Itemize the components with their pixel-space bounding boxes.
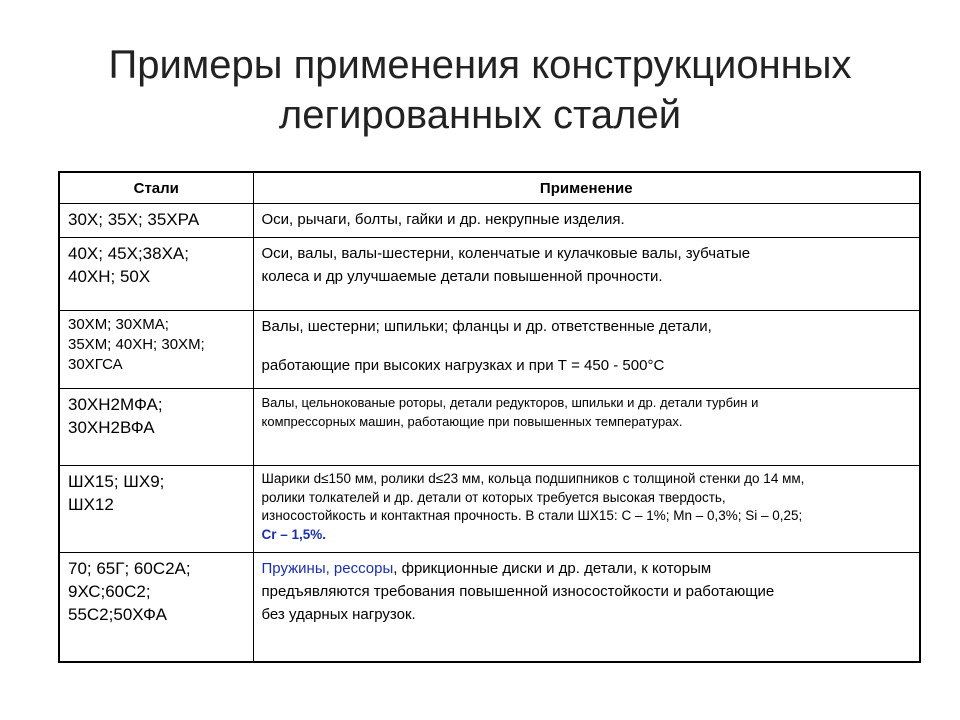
table-row xyxy=(59,204,920,238)
table-row xyxy=(59,552,920,662)
steel-grade: 70; 65Г; 60С2А; xyxy=(68,558,191,578)
header-steels: Стали xyxy=(59,172,253,204)
chromium-content-note: Cr – 1,5%. xyxy=(261,526,327,542)
table-row xyxy=(59,466,920,552)
title-line-2: легированных сталей xyxy=(278,93,682,137)
steel-grade: 30ХГСА xyxy=(68,355,123,373)
steel-grade: ШХ15; ШХ9; xyxy=(68,472,165,492)
application-text: Валы, цельнокованые роторы, детали редукторов, шпильки и др. детали турбин и xyxy=(261,394,759,410)
steel-grade: 9ХС;60С2; xyxy=(68,581,151,601)
steel-grade: 30ХМ; 30ХМА; xyxy=(68,315,169,333)
header-application: Применение xyxy=(253,172,920,204)
application-text: колеса и др улучшаемые детали повышенной прочности. xyxy=(261,268,663,286)
application-cell xyxy=(253,388,920,466)
steel-grades-cell xyxy=(59,388,253,466)
page-title xyxy=(40,40,920,140)
steel-grade: 40ХН; 50Х xyxy=(68,267,151,287)
application-text: Шарики d≤150 мм, ролики d≤23 мм, кольца подшипников с толщиной стенки до 14 мм, xyxy=(261,471,805,487)
application-text: Оси, валы, валы-шестерни, коленчатые и кулачковые валы, зубчатые xyxy=(261,245,751,263)
steel-grade: ШХ12 xyxy=(68,495,114,515)
application-text: Оси, рычаги, болты, гайки и др. некрупные изделия. xyxy=(261,211,625,228)
application-text: компрессорных машин, работающие при повышенных температурах. xyxy=(261,413,683,429)
application-text: без ударных нагрузок. xyxy=(261,605,416,623)
steel-grade: 55С2;50ХФА xyxy=(68,604,167,624)
application-text: предъявляются требования повышенной износостойкости и работающие xyxy=(261,582,775,600)
steel-grade: 40Х; 45Х;38ХА; xyxy=(68,244,189,264)
title-line-1: Примеры применения конструкционных xyxy=(108,43,852,87)
application-text: износостойкость и контактная прочность. В стали ШХ15: С – 1%; Mn – 0,3%; Si – 0,25; xyxy=(261,508,803,524)
steel-grades-cell xyxy=(59,238,253,311)
steel-grades-cell xyxy=(59,204,253,238)
highlight-text: Пружины, рессоры xyxy=(261,559,394,577)
application-text xyxy=(262,557,912,580)
steel-grade: 30ХН2МФА; xyxy=(68,394,163,414)
application-text-rest: , фрикционные диски и др. детали, к которым xyxy=(393,559,712,577)
spacer xyxy=(262,338,912,354)
steel-grades-cell xyxy=(59,552,253,662)
application-text: работающие при высоких нагрузках и при Т = 450 - 500°С xyxy=(261,356,665,374)
steel-grades-cell xyxy=(59,466,253,552)
table-row xyxy=(59,310,920,388)
application-cell xyxy=(253,552,920,662)
table-header-row xyxy=(59,172,920,204)
steel-grade: 35ХМ; 40ХН; 30ХМ; xyxy=(68,335,205,353)
application-cell xyxy=(253,466,920,552)
steel-grade: 30ХН2ВФА xyxy=(68,417,155,437)
steel-grade: 30Х; 35Х; 35ХРА xyxy=(68,210,200,229)
application-cell xyxy=(253,310,920,388)
table-row xyxy=(59,388,920,466)
application-text: ролики толкателей и др. детали от которых требуется высокая твердость, xyxy=(261,489,726,505)
steel-grades-cell xyxy=(59,310,253,388)
table-row xyxy=(59,238,920,311)
application-cell xyxy=(253,204,920,238)
application-text: Валы, шестерни; шпильки; фланцы и др. ответственные детали, xyxy=(261,317,712,335)
application-cell xyxy=(253,238,920,311)
steels-table xyxy=(58,171,921,663)
